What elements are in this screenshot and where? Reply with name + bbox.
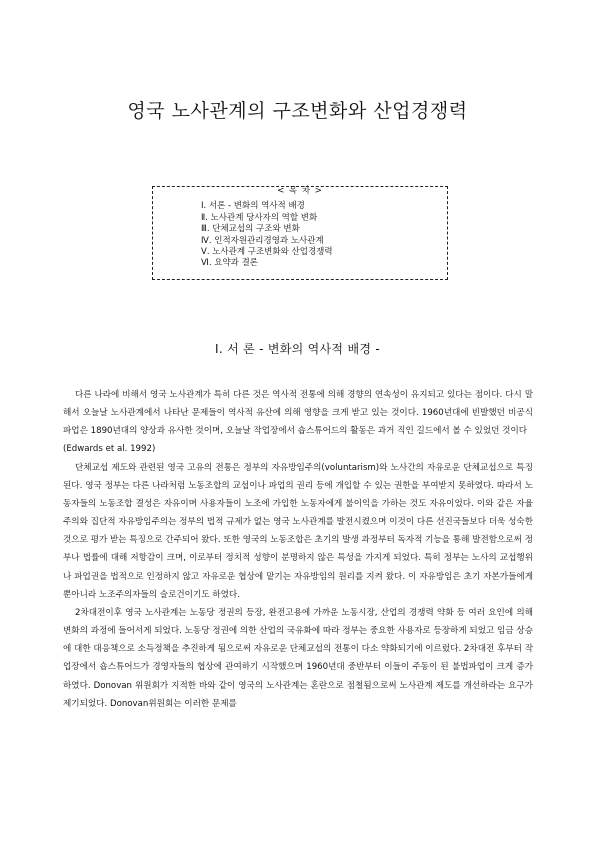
page-title: 영국 노사관계의 구조변화와 산업경쟁력 [127,100,468,122]
toc-item: Ⅵ. 요약과 결론 [201,258,259,269]
paragraph: 다른 나라에 비해서 영국 노사관계가 특히 다른 것은 역사적 전통에 의해 경향의 연속성이 유지되고 있다는 점이다. 다시 말해서 오늘날 노사관계에서 나타난 문제들이 역사적 유산에 의해 영향을 크게 받고 있는 것이다. 1960년대에 빈발했던 비공식 파업은 1890년대의 양상과 유사한 것이며, 오늘날 작업장에서 숍스튜어드의 활동은 과거 직인 길드에서 볼 수 있었던 것이다 [63,390,533,437]
paragraph: 2차대전이후 영국 노사관계는 노동당 정권의 등장, 완전고용에 가까운 노동시장, 산업의 경쟁력 약화 등 여러 요인에 의해 변화의 과정에 들어서게 되었다. 노동당 정권에 의한 산업의 국유화에 따라 정부는 중요한 사용자로 등장하게 되었고 임금 상승에 대한 대응책으로 소득정책을 추진하게 됨으로써 자유로운 단체교섭의 전통이 다소 약화되기에 이르렀다. 2차대전 후부터 작업장에서 숍스튜어드가 경영자들의 협상에 관여하기 시작했으며 1960년대 중반부터 이들이 주동이 된 불법파업이 크게 증가하였다. Donovan 위원회가 지적한 바와 같이 영국의 노사관계는 혼란으로 점철됨으로써 노사관계 제도를 개선하라는 요구가 제기되었다. Donovan위원회는 이러한 문제를 [63,607,533,709]
section-heading: Ⅰ. 서 론 - 변화의 역사적 배경 - [215,342,380,356]
table-of-contents [152,186,448,280]
toc-item: Ⅴ. 노사관계 구조변화와 산업경쟁력 [201,247,333,258]
toc-heading: < 목 차 > [277,186,323,196]
toc-item: Ⅲ. 단체교섭의 구조와 변화 [201,224,300,235]
paragraph: 단체교섭 제도와 관련된 영국 고유의 전통은 정부의 자유방임주의(voluntarism)와 노사간의 자유로운 단체교섭으로 특징 된다. 영국 정부는 다른 나라처럼 노동조합의 교섭이나 파업의 권리 등에 개입할 수 있는 권한을 부여받지 못하였다. 따라서 노동자들의 노동조합 결성은 자유이며 사용자들이 노조에 가입한 노동자에게 불이익을 가하는 것도 자유이었다. 이와 같은 자율주의와 집단적 자유방임주의는 정부의 법적 규제가 없는 영국 노사관계를 발전시켰으며 이것이 다른 선진국들보다 더욱 성숙한 것으로 평가 받는 특징으로 간주되어 왔다. 또한 영국의 노동조합은 초기의 발생 과정부터 독자적 기능을 통해 발전함으로써 정부나 법률에 대해 저항감이 크며, 이로부터 정치적 성향이 분명하지 않은 특성을 가지게 되었다. 특히 정부는 노사의 교섭행위나 파업권을 법적으로 인정하지 않고 자유로운 협상에 맡기는 자유방임의 원리를 지켜 왔다. 이 자유방임은 초기 자본가들에게 뿐아니라 노조주의자들의 슬로건이기도 하였다. [63,462,533,600]
toc-item: Ⅰ. 서론 - 변화의 역사적 배경 [201,201,305,212]
toc-item: Ⅱ. 노사관계 당사자의 역할 변화 [201,212,318,223]
toc-list [201,201,447,269]
toc-item: Ⅳ. 인적자원관리경영과 노사관계 [201,235,324,246]
body-text [63,386,533,713]
citation: (Edwards et al. 1992) [63,444,156,455]
